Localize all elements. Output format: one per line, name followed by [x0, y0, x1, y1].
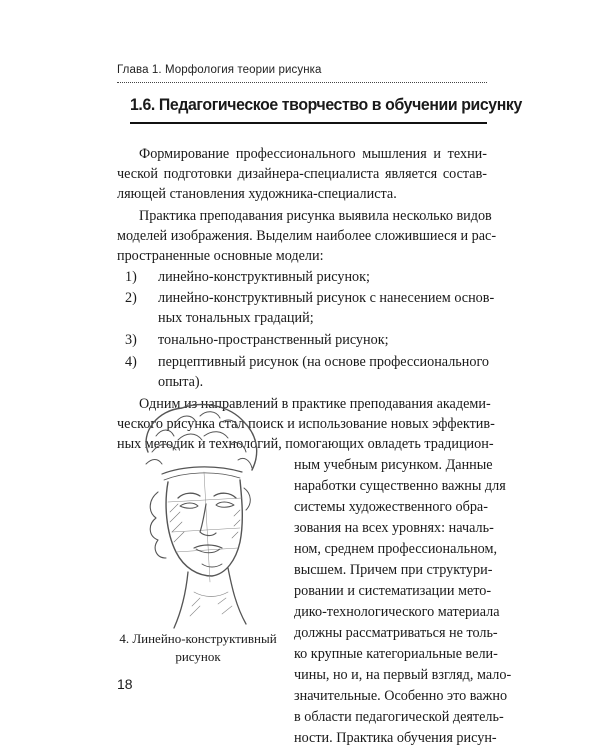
- list-item-text: линейно-конструктивный рисунок с нанесением основ-: [158, 290, 495, 306]
- list-item: [125, 288, 495, 308]
- text-line: значительные. Особенно это важно: [294, 688, 508, 704]
- list-item-number: 1): [125, 269, 137, 285]
- text-line: должны рассматриваться не толь-: [294, 625, 498, 641]
- text-line: моделей изображения. Выделим наиболее сложившиеся и рас-: [117, 228, 497, 244]
- list-item: [125, 267, 487, 287]
- text-line: чины, но и, на первый взгляд, мало-: [294, 667, 512, 683]
- text-line: наработки существенно важны для: [294, 478, 506, 494]
- list-item-text: тонально-пространственный рисунок;: [158, 332, 389, 348]
- text-line: Формирование профессионального мышления и техни-: [139, 146, 487, 162]
- text-line: ляющей становления художника-специалиста.: [117, 186, 397, 202]
- list-item-continuation: опыта).: [158, 374, 204, 390]
- text-line: ко крупные категориальные вели-: [294, 646, 498, 662]
- figure-caption-line: 4. Линейно-конструктивный: [119, 631, 277, 646]
- list-item: [125, 352, 490, 372]
- text-line: ным учебным рисунком. Данные: [294, 457, 493, 473]
- section-title: 1.6. Педагогическое творчество в обучении рисунку: [130, 96, 522, 114]
- figure-caption: [108, 630, 288, 666]
- text-line: Практика преподавания рисунка выявила несколько видов: [139, 208, 492, 224]
- text-line: высшем. Причем при структури-: [294, 562, 493, 578]
- running-head-rule: [117, 82, 487, 83]
- text-line: пространенные основные модели:: [117, 248, 324, 264]
- list-item-number: 4): [125, 354, 137, 370]
- text-line: Одним из направлений в практике преподавания академи-: [139, 396, 491, 412]
- text-line: ном, среднем профессиональном,: [294, 541, 498, 557]
- text-line: системы художественного обра-: [294, 499, 488, 515]
- head-sketch-figure: [118, 392, 276, 632]
- list-item-text: перцептивный рисунок (на основе профессионального: [158, 354, 490, 370]
- text-line: в области педагогической деятель-: [294, 709, 504, 725]
- list-item-number: 3): [125, 332, 137, 348]
- running-head: Глава 1. Морфология теории рисунка: [117, 64, 322, 76]
- list-item: [125, 330, 487, 350]
- list-item-text: линейно-конструктивный рисунок;: [158, 269, 370, 285]
- text-line: ческой подготовки дизайнера-специалиста является состав-: [117, 166, 487, 182]
- list-item-number: 2): [125, 290, 137, 306]
- text-line: дико-технологического материала: [294, 604, 500, 620]
- page-number: 18: [117, 676, 133, 692]
- section-title-rule: [130, 122, 487, 124]
- text-line: ных методик и технологий, помогающих овладеть традицион-: [117, 436, 494, 452]
- list-item-continuation: ных тональных градаций;: [158, 310, 314, 326]
- figure-caption-line: рисунок: [175, 649, 221, 664]
- text-line: ности. Практика обучения рисун-: [294, 730, 497, 746]
- text-line: ровании и систематизации мето-: [294, 583, 492, 599]
- text-line: зования на всех уровнях: началь-: [294, 520, 494, 536]
- text-line: ческого рисунка стал поиск и использование новых эффектив-: [117, 416, 495, 432]
